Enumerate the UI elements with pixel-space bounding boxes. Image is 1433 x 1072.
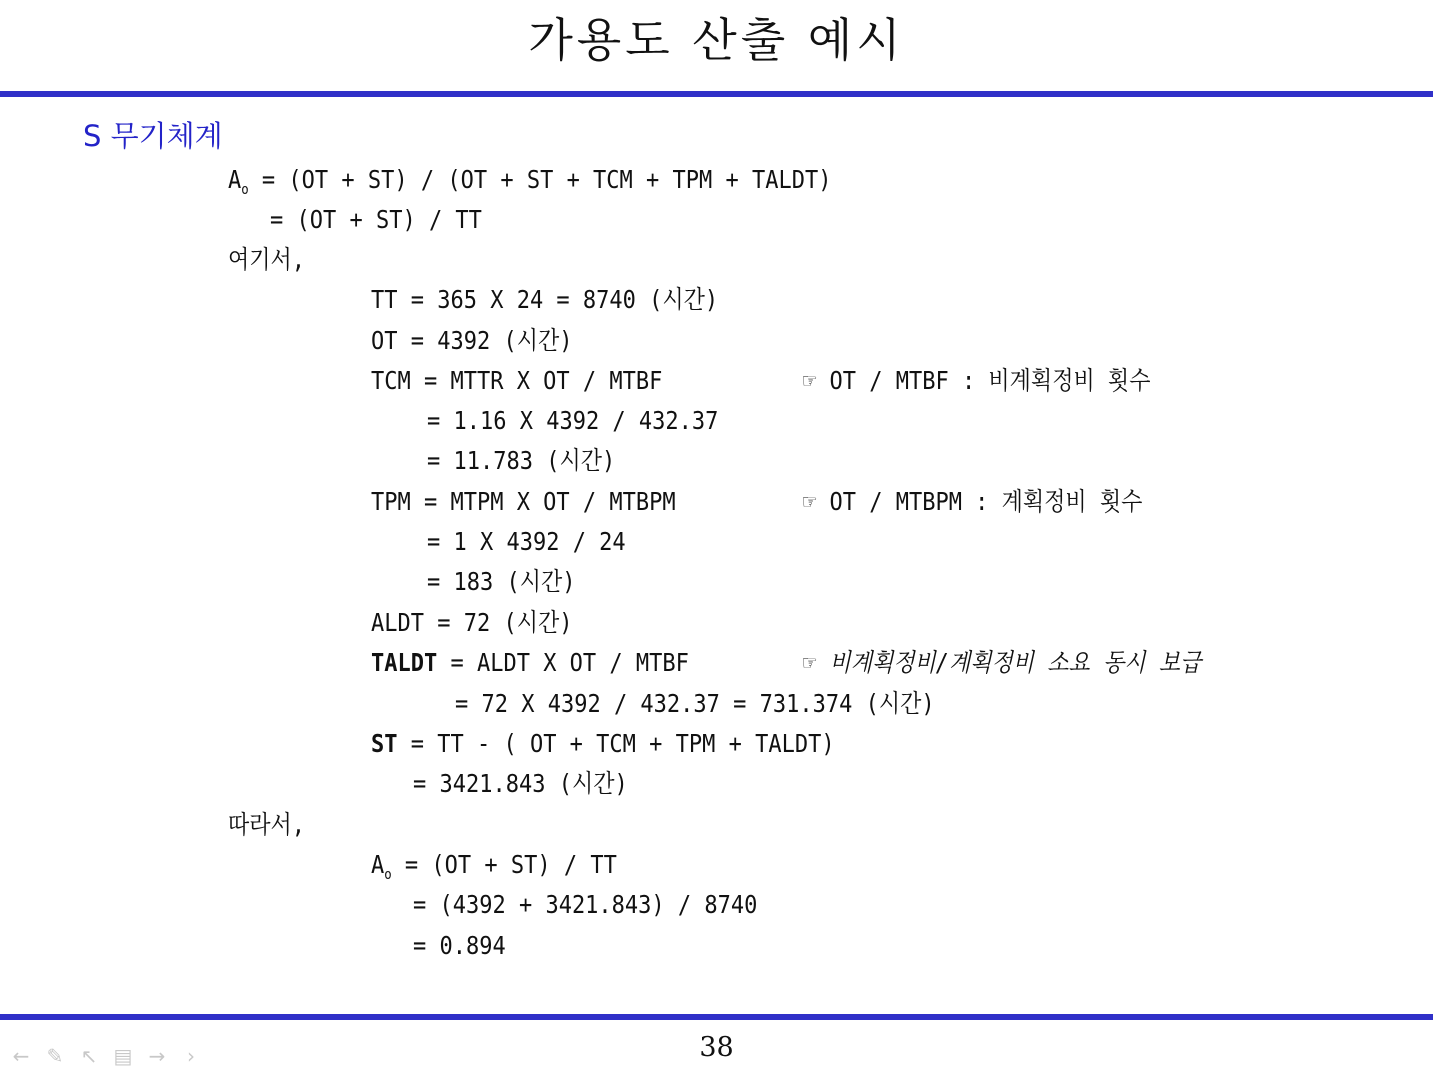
taldt-note-text: 비계획정비/계획정비 소요 동시 보급 <box>829 648 1202 677</box>
tcm-substitution: = 1.16 X 4392 / 432.37 <box>427 406 719 435</box>
where-label: 여기서, <box>228 245 306 274</box>
formula-ao-line <box>228 164 831 206</box>
ao-symbol: A <box>228 165 242 194</box>
pointer-icon[interactable]: ↖ <box>80 1044 98 1068</box>
ao-subscript: o <box>241 182 249 198</box>
st-result: = 3421.843 (시간) <box>413 769 628 798</box>
page-number: 38 <box>699 1032 734 1063</box>
menu-icon[interactable]: ▤ <box>113 1044 133 1068</box>
taldt-formula <box>371 647 689 679</box>
tcm-note: ☞ OT / MTBF : 비계획정비 횟수 <box>803 366 1151 395</box>
slide-title: 가용도 산출 예시 <box>528 13 905 67</box>
tcm-result: = 11.783 (시간) <box>427 446 616 475</box>
arrow-right-icon[interactable]: → <box>148 1044 166 1068</box>
bottom-divider <box>0 1014 1433 1020</box>
tpm-formula: TPM = MTPM X OT / MTBPM <box>371 487 676 516</box>
ao-definition: = (OT + ST) / (OT + ST + TCM + TPM + TALDT) <box>248 165 832 194</box>
tpm-substitution: = 1 X 4392 / 24 <box>427 527 626 556</box>
final-ao-result: = 0.894 <box>413 931 506 960</box>
aldt-line: ALDT = 72 (시간) <box>371 608 573 637</box>
top-divider <box>0 91 1433 97</box>
taldt-definition: = ALDT X OT / MTBF <box>437 648 689 677</box>
st-term: ST <box>371 729 398 758</box>
final-ao-substitution: = (4392 + 3421.843) / 8740 <box>413 890 758 919</box>
final-ao-subscript: o <box>384 867 392 883</box>
final-ao-definition: = (OT + ST) / TT <box>391 850 617 879</box>
ot-line: OT = 4392 (시간) <box>371 326 573 355</box>
final-ao-symbol: A <box>371 850 385 879</box>
taldt-result: = 72 X 4392 / 432.37 = 731.374 (시간) <box>455 689 935 718</box>
therefore-label: 따라서, <box>228 810 306 839</box>
arrow-left-icon[interactable]: ← <box>12 1044 30 1068</box>
st-definition: = TT - ( OT + TCM + TPM + TALDT) <box>397 729 835 758</box>
tcm-formula: TCM = MTTR X OT / MTBF <box>371 366 663 395</box>
final-ao-formula <box>371 849 617 891</box>
section-heading: S 무기체계 <box>83 119 223 153</box>
taldt-note <box>803 647 1201 679</box>
pen-icon[interactable]: ✎ <box>46 1044 64 1068</box>
slide-nav-toolbar <box>8 1044 204 1068</box>
hand-pointer-icon: ☞ <box>803 648 830 677</box>
tt-line: TT = 365 X 24 = 8740 (시간) <box>371 285 719 314</box>
st-formula <box>371 728 835 760</box>
tpm-note: ☞ OT / MTBPM : 계획정비 횟수 <box>803 487 1143 516</box>
taldt-term: TALDT <box>371 648 438 677</box>
chevron-right-icon[interactable]: › <box>187 1044 195 1068</box>
formula-ao-simplified: = (OT + ST) / TT <box>270 205 482 234</box>
tpm-result: = 183 (시간) <box>427 567 576 596</box>
